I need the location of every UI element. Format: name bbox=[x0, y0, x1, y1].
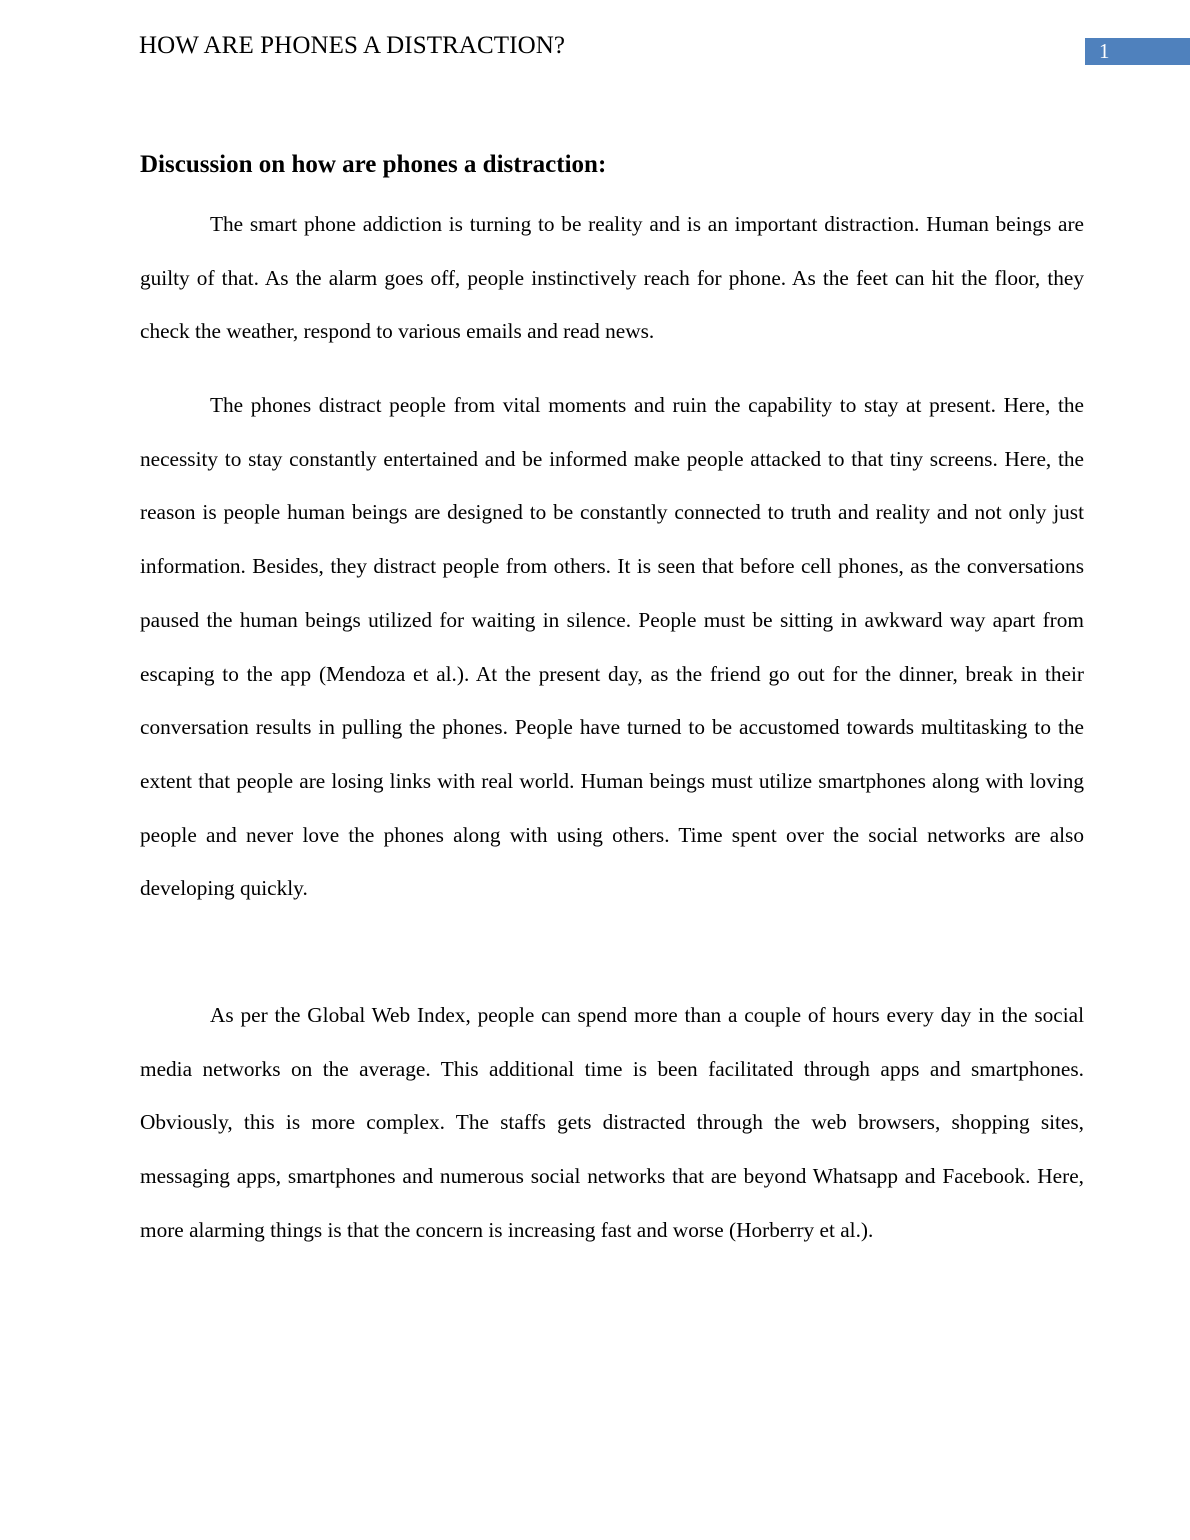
section-heading: Discussion on how are phones a distraction: bbox=[140, 151, 607, 178]
body-paragraph-2: The phones distract people from vital moments and ruin the capability to stay at present. Here, the necessity to stay constantly entertained and be informed make people attacked to that tiny screens. Here, the reason is people human beings are designed to be constantly connected to truth and reality and not only just information. Besides, they distract people from others. It is seen that before cell phones, as the conversations paused the human beings utilized for waiting in silence. People must be sitting in awkward way apart from escaping to the app (Mendoza et al.). At the present day, as the friend go out for the dinner, break in their conversation results in pulling the phones. People have turned to be accustomed towards multitasking to the extent that people are losing links with real world. Human beings must utilize smartphones along with loving people and never love the phones along with using others. Time spent over the social networks are also developing quickly. bbox=[140, 393, 1084, 901]
page-number-badge: 1 bbox=[1085, 38, 1190, 65]
body-paragraph-3: As per the Global Web Index, people can spend more than a couple of hours every day in the social media networks on the average. This additional time is been facilitated through apps and smartphones. Obviously, this is more complex. The staffs gets distracted through the web browsers, shopping sites, messaging apps, smartphones and numerous social networks that are beyond Whatsapp and Facebook. Here, more alarming things is that the concern is increasing fast and worse (Horberry et al.). bbox=[140, 1003, 1084, 1242]
body-paragraph-1: The smart phone addiction is turning to be reality and is an important distraction. Human beings are guilty of that. As the alarm goes off, people instinctively reach for phone. As the feet can hit the floor, they check the weather, respond to various emails and read news. bbox=[140, 212, 1084, 344]
running-head-title: HOW ARE PHONES A DISTRACTION? bbox=[139, 32, 566, 59]
